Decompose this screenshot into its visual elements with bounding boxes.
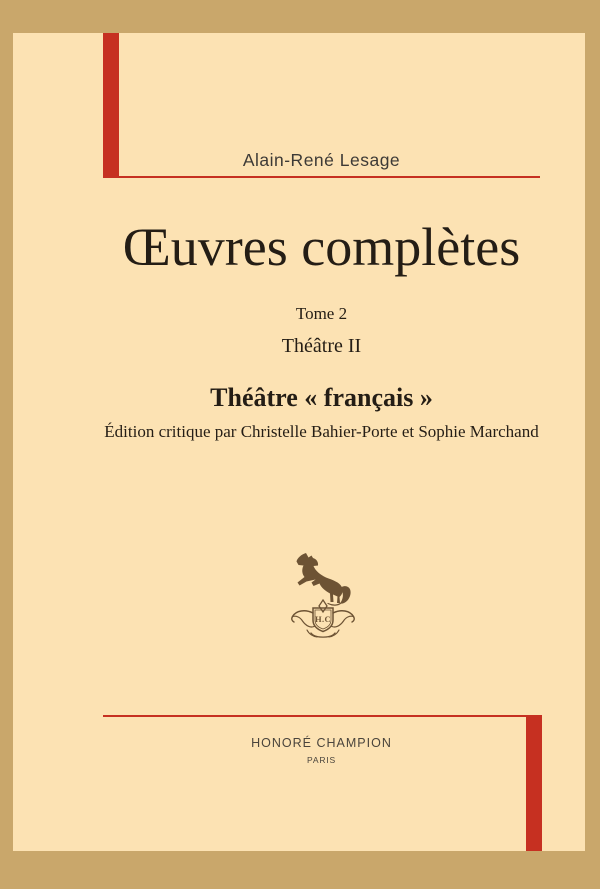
flourish-left-curl	[293, 616, 315, 627]
tome-number: Tome 2	[295, 304, 348, 323]
publisher-city: PARIS	[307, 755, 336, 765]
series-title: Théâtre II	[281, 335, 362, 357]
red-rule-top	[103, 176, 540, 178]
emblem-ground-line	[328, 603, 341, 605]
book-title: Œuvres complètes	[122, 217, 521, 277]
horse-icon	[297, 553, 343, 603]
edition-credit: Édition critique par Christelle Bahier-Porte et Sophie Marchand	[104, 422, 539, 441]
flourish-right-curl	[332, 616, 354, 627]
red-rule-bottom	[103, 715, 527, 717]
horse-tail-icon	[340, 586, 351, 603]
red-bar-bottom-right	[526, 715, 542, 851]
volume-subtitle: Théâtre « français »	[210, 383, 433, 412]
author-name: Alain-René Lesage	[242, 150, 401, 170]
publisher-name: HONORÉ CHAMPION	[251, 736, 392, 750]
emblem-initials: H.C	[314, 614, 332, 624]
publisher-emblem	[283, 550, 363, 642]
